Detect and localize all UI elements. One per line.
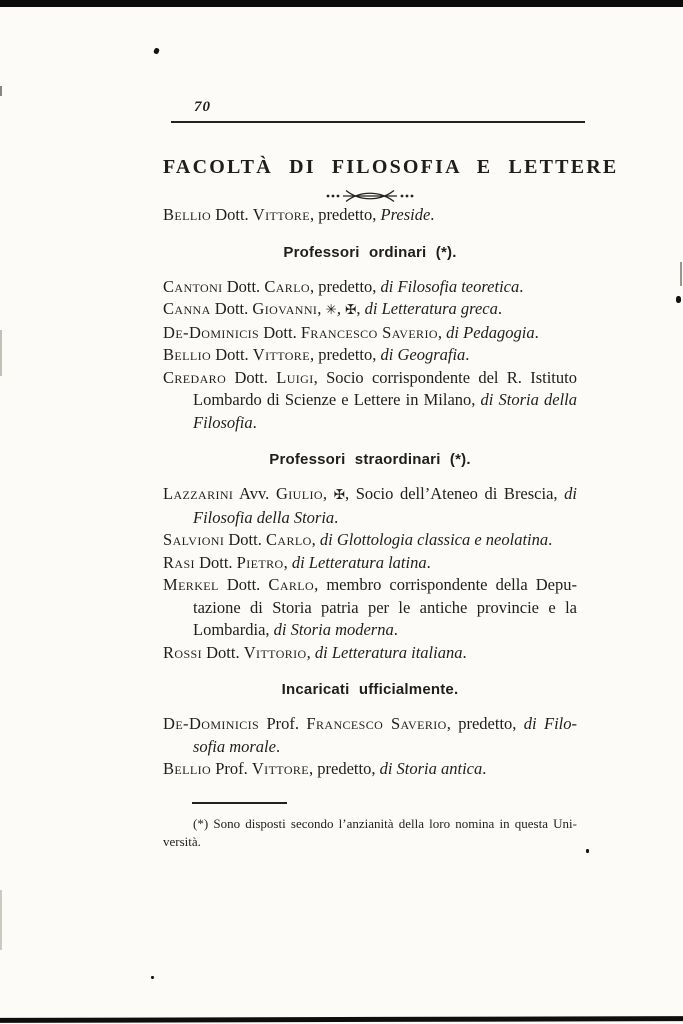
text-segment: . [462,642,467,662]
text-segment: Dott. [194,552,237,572]
subject-title: di Filosofia della Storia [193,484,578,527]
faculty-entry [163,758,577,781]
text-segment: , Socio dell’Ateneo di Brescia, [345,484,565,503]
scan-edge-mark [680,262,682,286]
subject-title: di Letteratura greca [364,299,498,318]
header-rule [171,121,585,123]
page-title: FACOLTÀ DI FILOSOFIA E LETTERE [163,156,619,178]
text-segment: . [252,412,257,432]
person-name: Bellio [163,205,212,224]
ink-speckle [586,849,589,853]
scan-edge-mark [0,86,2,96]
faculty-sections [163,244,577,781]
text-segment: . [334,507,339,527]
footnote: (*) Sono disposti secondo l’anzianità della loro nomina in questa Università. [163,815,577,849]
person-name: Giovanni [252,299,318,318]
page-content [163,99,619,852]
scan-edge-mark [0,330,2,376]
text-segment: , [356,299,365,318]
text-segment: , [322,484,334,503]
text-segment: , [317,299,326,318]
text-segment: , Socio corrispondente del R. Istituto Lombardo di Scienze e Lettere in Milano, [193,367,577,409]
subject-title: di Glottologia classica e neolatina [319,530,549,549]
subject-title: di Geografia [380,345,466,364]
faculty-entry [163,529,577,552]
person-name: Merkel [163,575,219,594]
text-segment: Prof. [211,759,252,778]
text-segment: Dott. [222,276,265,296]
faculty-entry [163,713,577,758]
person-name: Canna [163,299,211,318]
person-name: Carlo [264,276,310,296]
section-heading: Professori ordinari (*). [283,243,457,261]
scan-edge-top [0,0,683,7]
order-decoration-icon: ✠ [345,302,357,318]
faculty-entry [163,276,577,299]
text-segment: Dott. [211,345,253,364]
text-segment: Dott. [211,205,253,224]
text-segment: , [437,322,447,342]
faculty-entry [163,367,577,435]
person-name: Vittorio [243,642,307,662]
faculty-entry [163,552,577,575]
subject-title: di Filosofia teoretica [380,276,520,296]
text-segment: , [283,552,292,572]
subject-title: di Letteratura italiana [314,642,463,662]
text-segment: , [306,642,315,662]
person-name: Bellio [163,759,212,778]
faculty-entry [163,574,577,642]
text-segment: Avv. [233,484,276,503]
text-segment: . [519,276,524,296]
order-decoration-icon: ✳ [325,302,337,318]
text-segment: , predetto, [309,345,381,364]
person-name: Salvioni [163,530,225,549]
text-segment: . [426,552,431,572]
person-name: Cantoni [163,276,223,296]
text-segment: . [393,620,398,639]
faculty-entry [163,322,577,345]
text-segment: Dott. [202,642,244,662]
text-segment: . [482,759,487,778]
text-segment: , membro corrispondente della Deputazione di Storia patria per le antiche provincie e la Lombardia, [193,575,577,639]
person-name: Rasi [163,552,195,572]
order-decoration-icon: ✠ [333,487,345,503]
text-segment: , predetto, [309,759,380,778]
section-heading: Incaricati ufficialmente. [281,681,459,698]
ink-speckle [151,976,154,979]
person-name: Lazzarini [163,484,234,503]
text-segment: Dott. [259,322,301,342]
page-number: 70 [194,99,211,115]
text-segment: Dott. [224,530,266,549]
subject-title: di Storia antica [379,759,483,778]
person-name: Vittore [251,759,310,778]
ink-speckle [676,296,681,303]
ink-speckle [153,47,160,55]
person-name: Vittore [252,205,310,224]
scan-edge-mark [0,890,2,950]
person-name: Carlo [265,530,312,549]
text-segment: . [430,205,435,224]
text-segment: . [534,322,539,342]
footnote-rule [192,802,287,804]
subject-title: di Letteratura latina [291,552,427,572]
faculty-entry [163,298,577,322]
text-segment: Prof. [259,714,307,733]
subject-title: di Storia moderna [273,620,394,639]
person-name: Credaro [163,367,227,387]
text-segment: , predetto, [446,714,524,733]
person-name: Luigi [276,367,314,387]
text-segment: , predetto, [309,276,381,296]
text-segment: , predetto, [309,205,381,224]
text-segment: . [548,530,553,549]
person-name: Vittore [252,345,310,364]
preside-line [163,204,577,227]
ornament-divider-icon [163,188,577,204]
person-name: Francesco Saverio [300,322,438,342]
subject-title: di Pedagogia [446,322,535,342]
subject-title: di Storia della Filosofia [193,390,578,432]
subject-title: Preside [380,205,431,224]
person-name: Giulio [275,484,323,503]
text-segment: . [275,736,281,756]
person-name: Pietro [236,552,284,572]
faculty-entry [163,483,577,529]
person-name: Rossi [163,642,203,662]
text-segment: . [497,299,503,318]
person-name: Bellio [163,345,212,364]
person-name: Carlo [268,575,315,594]
section-heading: Professori straordinari (*). [269,451,471,468]
faculty-entry [163,344,577,367]
text-segment: , [336,299,346,318]
person-name: De-Dominicis [163,714,260,733]
text-segment: Dott. [210,299,253,318]
scan-edge-bottom [0,1016,683,1023]
text-segment: , [311,530,320,549]
text-segment: Dott. [226,367,277,387]
text-segment: Dott. [218,575,269,594]
person-name: Francesco Saverio [306,714,447,733]
text-segment: . [465,345,470,364]
person-name: De-Dominicis [163,322,260,342]
subject-title: di Filosofia morale [193,714,577,756]
faculty-entry [163,642,577,665]
